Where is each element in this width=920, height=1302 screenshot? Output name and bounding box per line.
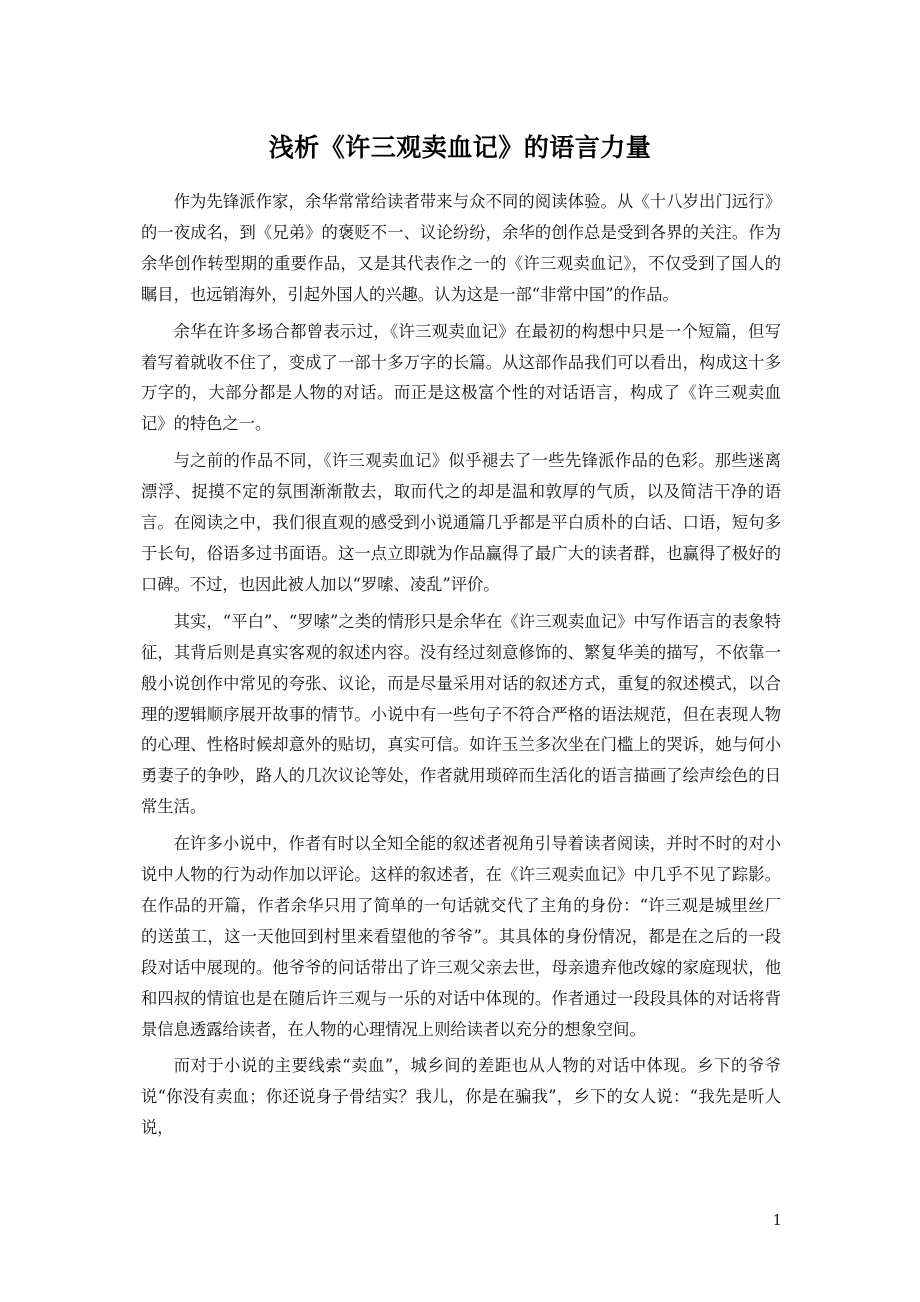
- paragraph-2: 余华在许多场合都曾表示过，《许三观卖血记》在最初的构想中只是一个短篇，但写着写着就收不住了，变成了一部十多万字的长篇。从这部作品我们可以看出，构成这十多万字的，大部分都是人物的对话。而正是这极富个性的对话语言，构成了《许三观卖血记》的特色之一。: [141, 321, 781, 434]
- paragraph-6: 而对于小说的主要线索“卖血”，城乡间的差距也从人物的对话中体现。乡下的爷爷说“你没有卖血；你还说身子骨结实？我儿，你是在骗我”，乡下的女人说：“我先是听人说，: [141, 1056, 781, 1138]
- page-number: 1: [772, 1211, 782, 1229]
- document-title: 浅析《许三观卖血记》的语言力量: [268, 133, 652, 162]
- paragraph-1: 作为先锋派作家，余华常常给读者带来与众不同的阅读体验。从《十八岁出门远行》的一夜成名，到《兄弟》的褒贬不一、议论纷纷，余华的创作总是受到各界的关注。作为余华创作转型期的重要作品，又是其代表作之一的《许三观卖血记》，不仅受到了国人的瞩目，也远销海外，引起外国人的兴趣。认为这是一部“非常中国”的作品。: [141, 192, 781, 304]
- paragraph-4: 其实，“平白”、“罗嗦”之类的情形只是余华在《许三观卖血记》中写作语言的表象特征，其背后则是真实客观的叙述内容。没有经过刻意修饰的、繁复华美的描写，不依靠一般小说创作中常见的夸张、议论，而是尽量采用对话的叙述方式，重复的叙述模式，以合理的逻辑顺序展开故事的情节。小说中有一些句子不符合严格的语法规范，但在表现人物的心理、性格时候却意外的贴切，真实可信。如许玉兰多次坐在门槛上的哭诉，她与何小勇妻子的争吵，路人的几次议论等处，作者就用琐碎而生活化的语言描画了绘声绘色的日常生活。: [141, 611, 781, 817]
- paragraph-3: 与之前的作品不同，《许三观卖血记》似乎褪去了一些先锋派作品的色彩。那些迷离漂浮、捉摸不定的氛围渐渐散去，取而代之的却是温和敦厚的气质，以及简洁干净的语言。在阅读之中，我们很直观的感受到小说通篇几乎都是平白质朴的白话、口语，短句多于长句，俗语多过书面语。这一点立即就为作品赢得了最广大的读者群，也赢得了极好的口碑。不过，也因此被人加以“罗嗦、凌乱”评价。: [141, 451, 781, 594]
- paragraph-5: 在许多小说中，作者有时以全知全能的叙述者视角引导着读者阅读，并时不时的对小说中人物的行为动作加以评论。这样的叙述者，在《许三观卖血记》中几乎不见了踪影。在作品的开篇，作者余华只用了简单的一句话就交代了主角的身份：“许三观是城里丝厂的送茧工，这一天他回到村里来看望他的爷爷”。其具体的身份情况，都是在之后的一段段对话中展现的。他爷爷的问话带出了许三观父亲去世，母亲遗弃他改嫁的家庭现状，他和四叔的情谊也是在随后许三观与一乐的对话中体现的。作者通过一段段具体的对话将背景信息透露给读者，在人物的心理情况上则给读者以充分的想象空间。: [141, 834, 781, 1039]
- document-body: [141, 187, 781, 1144]
